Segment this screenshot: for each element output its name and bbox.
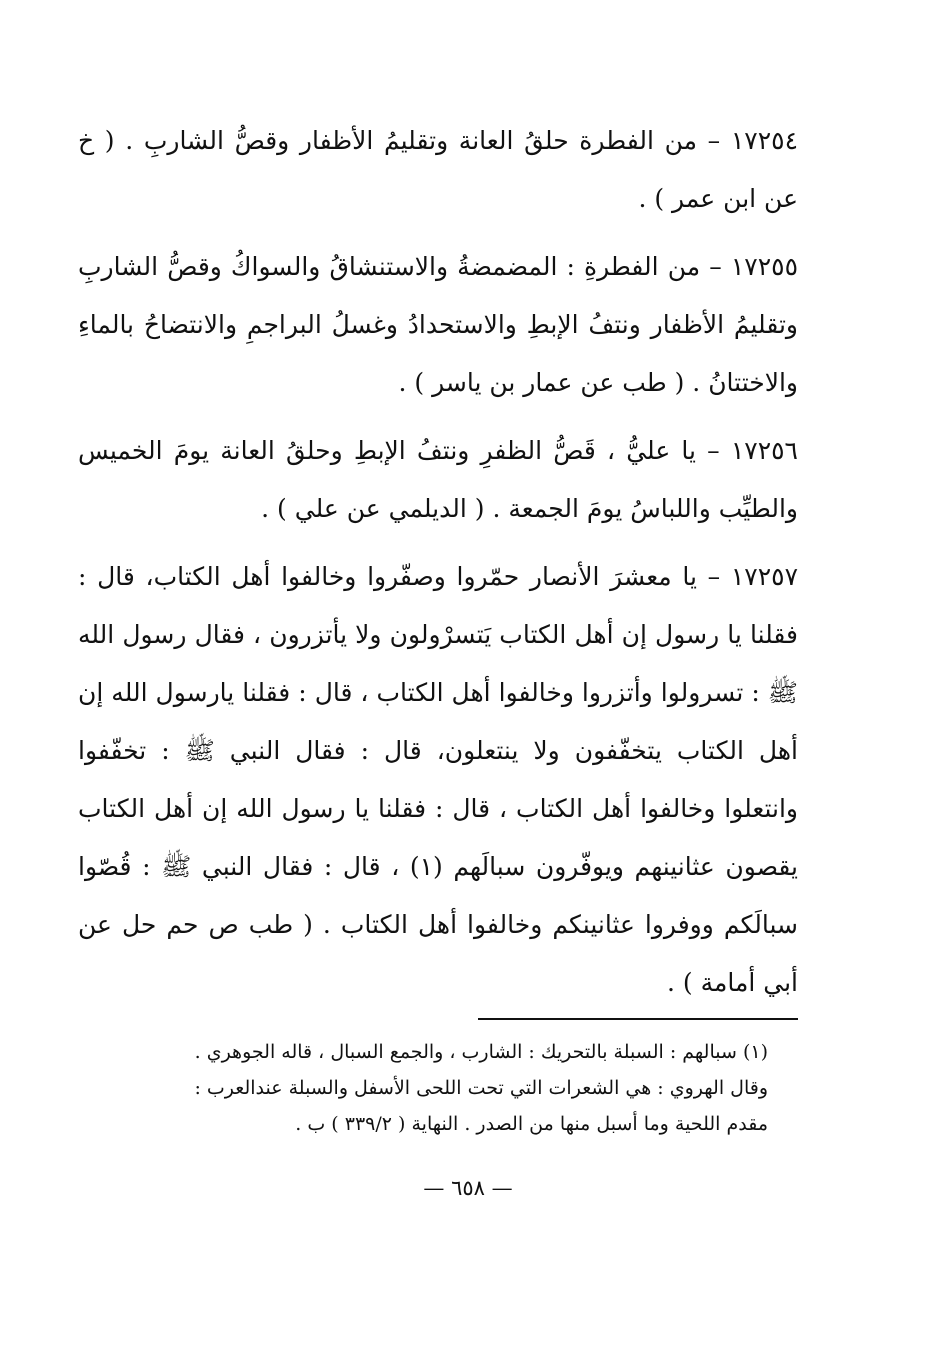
footnote <box>78 1034 768 1142</box>
hadith-number: ١٧٢٥٦ <box>730 436 798 465</box>
hadith-text: من الفطرةِ : المضمضةُ والاستنشاقُ والسواكُ وقصُّ الشاربِ وتقليمُ الأظفار ونتفُ الإبطِ والاستحدادُ وغسلُ البراجمِ والانتضاحُ بالماءِ والاختتانُ . ( طب عن عمار بن ياسر ) . <box>78 252 798 397</box>
hadith-17257: ١٧٢٥٧ – يا معشرَ الأنصار حمّروا وصفّروا وخالفوا أهل الكتاب، قال : فقلنا يا رسول إن أهل الكتاب يَتسرْولون ولا يأتزرون ، فقال رسول الله ﷺ : تسرولوا وأتزروا وخالفوا أهل الكتاب ، قال : فقلنا يارسول الله إن أهل الكتاب يتخفّفون ولا ينتعلون، قال : فقال النبي ﷺ : تخفّفوا وانتعلوا وخالفوا أهل الكتاب ، قال : فقلنا يا رسول الله إن أهل الكتاب يقصون عثانينهم ويوفّرون سبالَهم (١) ، قال : فقال النبي ﷺ : قُصّوا سبالَكم ووفروا عثانينكم وخالفوا أهل الكتاب . ( طب ص حم حل عن أبي أمامة ) . <box>78 562 799 997</box>
hadith-number: ١٧٢٥٥ <box>730 252 799 281</box>
hadith-text: يا عليُّ ، قَصُّ الظفرِ ونتفُ الإبطِ وحلقُ العانة يومَ الخميس والطيِّب واللباسُ يومَ الجمعة . ( الديلمي عن علي ) . <box>78 436 798 523</box>
hadith-number: ١٧٢٥٧ <box>730 562 799 591</box>
footnote-line: وقال الهروي : هي الشعرات التي تحت اللحى الأسفل والسبلة عندالعرب : <box>194 1077 768 1099</box>
hadith-17256: ١٧٢٥٦ – يا عليُّ ، قَصُّ الظفرِ ونتفُ الإبطِ وحلقُ العانة يومَ الخميس والطيِّب واللباسُ يومَ الجمعة . ( الديلمي عن علي ) . <box>78 436 798 523</box>
hadith-17255: ١٧٢٥٥ – من الفطرةِ : المضمضةُ والاستنشاقُ والسواكُ وقصُّ الشاربِ وتقليمُ الأظفار ونتفُ الإبطِ والاستحدادُ وغسلُ البراجمِ والانتضاحُ بالماءِ والاختتانُ . ( طب عن عمار بن ياسر ) . <box>78 252 799 397</box>
hadith-text: يا معشرَ الأنصار حمّروا وصفّروا وخالفوا أهل الكتاب، قال : فقلنا يا رسول إن أهل الكتاب يَتسرْولون ولا يأتزرون ، فقال رسول الله ﷺ : تسرولوا وأتزروا وخالفوا أهل الكتاب ، قال : فقلنا يارسول الله إن أهل الكتاب يتخفّفون ولا ينتعلون، قال : فقال النبي ﷺ : تخفّفوا وانتعلوا وخالفوا أهل الكتاب ، قال : فقلنا يا رسول الله إن أهل الكتاب يقصون عثانينهم ويوفّرون سبالَهم (١) ، قال : فقال النبي ﷺ : قُصّوا سبالَكم ووفروا عثانينكم وخالفوا أهل الكتاب . ( طب ص حم حل عن أبي أمامة ) . <box>78 562 798 997</box>
footnote-line: (١) سبالهم : السبلة بالتحريك : الشارب ، والجمع السبال ، قاله الجوهري . <box>194 1041 768 1063</box>
hadith-number: ١٧٢٥٤ <box>730 126 798 155</box>
page-body <box>78 112 798 1022</box>
footnote-divider <box>478 1018 798 1020</box>
hadith-17254: ١٧٢٥٤ – من الفطرة حلقُ العانة وتقليمُ الأظفار وقصُّ الشاربِ . ( خ عن ابن عمر ) . <box>78 126 798 213</box>
page-number: — ٦٥٨ — <box>423 1176 513 1200</box>
footnote-line: مقدم اللحية وما أسبل منها من الصدر . النهاية ( ٣٣٩/٢ ) ب . <box>295 1113 768 1135</box>
hadith-text: من الفطرة حلقُ العانة وتقليمُ الأظفار وقصُّ الشاربِ . ( خ عن ابن عمر ) . <box>78 126 798 213</box>
